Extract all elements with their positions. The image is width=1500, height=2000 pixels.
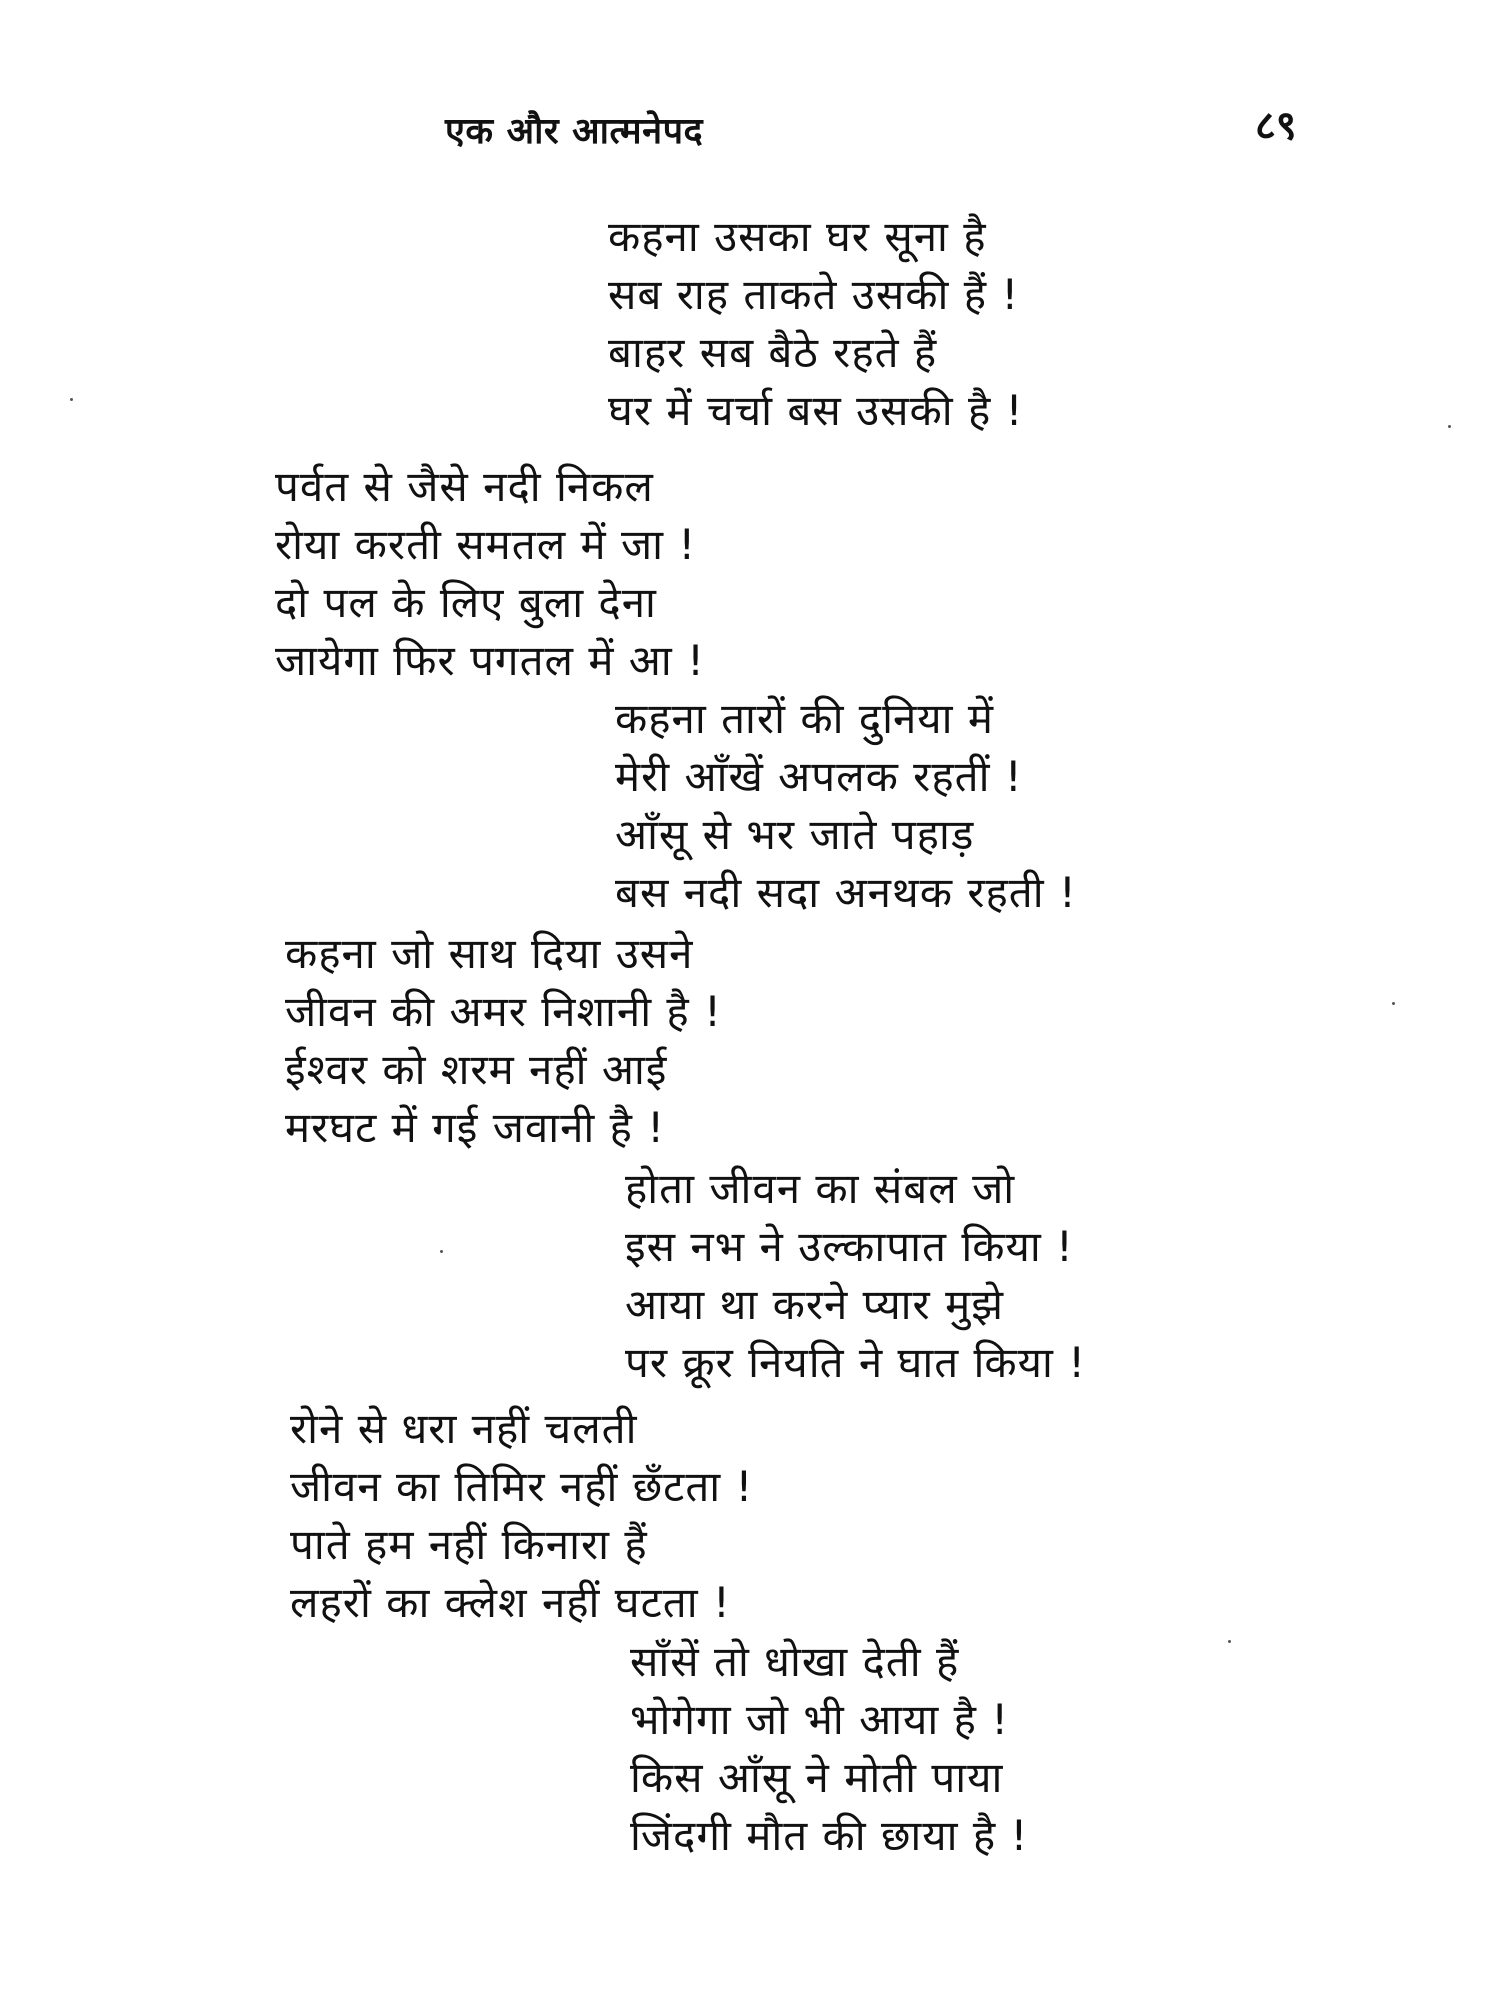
stanza-6: [290, 1400, 753, 1632]
verse-line: जीवन की अमर निशानी है !: [285, 987, 722, 1036]
scan-speck: [1448, 425, 1451, 428]
scan-speck: [70, 398, 73, 401]
verse-line: घर में चर्चा बस उसकी है !: [608, 386, 1024, 435]
scan-speck: [440, 1250, 443, 1253]
verse-line: पर क्रूर नियति ने घात किया !: [625, 1338, 1087, 1387]
verse-line: दो पल के लिए बुला देना: [275, 578, 657, 627]
verse-line: होता जीवन का संबल जो: [625, 1164, 1016, 1213]
stanza-4: [285, 925, 722, 1157]
stanza-3: [615, 690, 1077, 922]
verse-line: ईश्वर को शरम नहीं आई: [285, 1045, 668, 1094]
verse-line: जायेगा फिर पगतल में आ !: [275, 636, 705, 685]
scan-speck: [1228, 1640, 1231, 1643]
scan-speck: [1392, 1002, 1395, 1005]
verse-line: जिंदगी मौत की छाया है !: [630, 1811, 1029, 1860]
verse-line: आँसू से भर जाते पहाड़: [615, 810, 975, 859]
stanza-2: [275, 458, 705, 690]
verse-line: बाहर सब बैठे रहते हैं: [608, 328, 938, 377]
verse-line: मरघट में गई जवानी है !: [285, 1103, 666, 1152]
verse-line: कहना तारों की दुनिया में: [615, 694, 995, 743]
verse-line: कहना जो साथ दिया उसने: [285, 929, 694, 978]
verse-line: रोया करती समतल में जा !: [275, 520, 697, 569]
verse-line: सब राह ताकते उसकी हैं !: [608, 270, 1020, 319]
verse-line: मेरी आँखें अपलक रहतीं !: [615, 752, 1023, 801]
verse-line: पाते हम नहीं किनारा हैं: [290, 1520, 648, 1569]
verse-line: लहरों का क्लेश नहीं घटता !: [290, 1578, 731, 1627]
verse-line: भोगेगा जो भी आया है !: [630, 1695, 1010, 1744]
verse-line: रोने से धरा नहीं चलती: [290, 1404, 638, 1453]
verse-line: बस नदी सदा अनथक रहती !: [615, 868, 1077, 917]
verse-line: पर्वत से जैसे नदी निकल: [275, 462, 654, 511]
stanza-7: [630, 1633, 1028, 1865]
running-header-title: एक और आत्मनेपद: [445, 111, 704, 152]
verse-line: कहना उसका घर सूना है: [608, 212, 987, 261]
verse-line: जीवन का तिमिर नहीं छँटता !: [290, 1462, 754, 1511]
verse-line: आया था करने प्यार मुझे: [625, 1280, 1004, 1329]
stanza-5: [625, 1160, 1086, 1392]
verse-line: इस नभ ने उल्कापात किया !: [625, 1222, 1074, 1271]
stanza-1: [608, 208, 1024, 440]
page-number: ८९: [1255, 103, 1297, 149]
verse-line: किस आँसू ने मोती पाया: [630, 1753, 1004, 1802]
verse-line: साँसें तो धोखा देती हैं: [630, 1637, 960, 1686]
